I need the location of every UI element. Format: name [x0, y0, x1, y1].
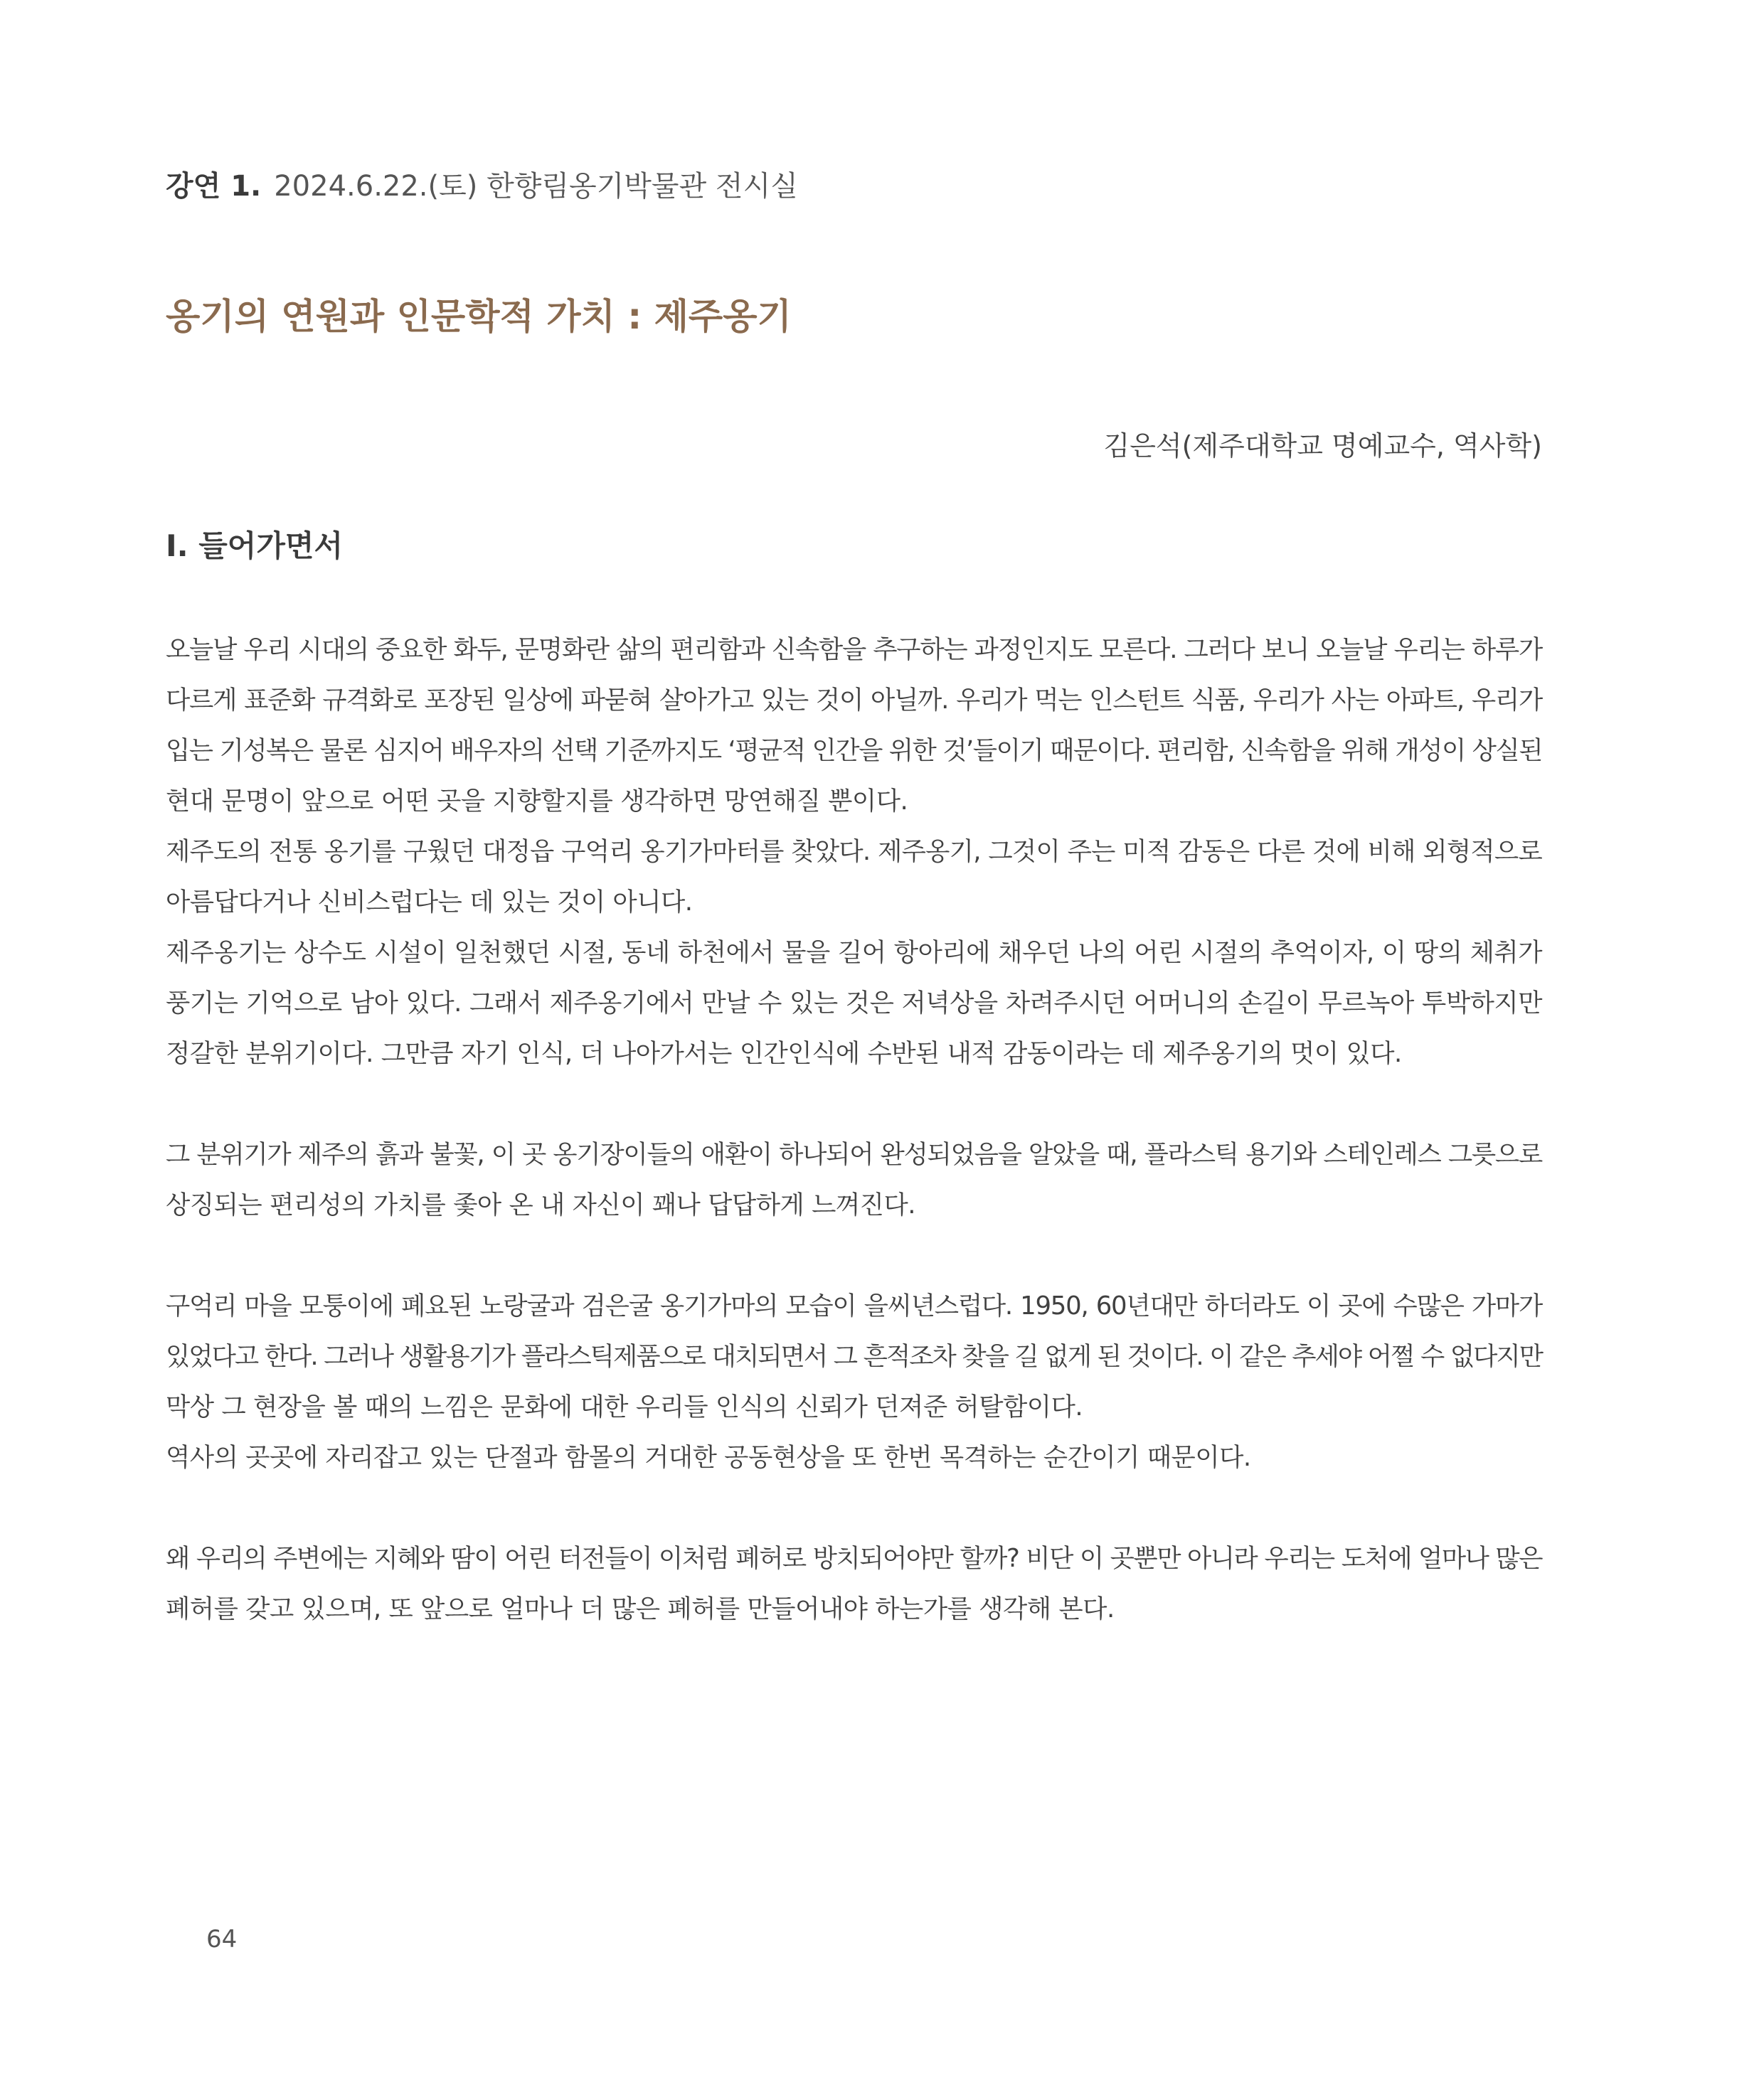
text-line: 역사의 곳곳에 자리잡고 있는 단절과 함몰의 거대한 공동현상을 또 한번 목격하는 순간이기 때문이다. [166, 1443, 1251, 1472]
paragraph-gap [166, 1483, 1542, 1533]
lecture-info: 2024.6.22.(토) 한향림옹기박물관 전시실 [274, 170, 798, 203]
text-line: 풍기는 기억으로 남아 있다. 그래서 제주옹기에서 만날 수 있는 것은 저녁상을 차려주시던 어머니의 손길이 무르녹아 투박하지만 [166, 988, 1542, 1018]
page-title: 옹기의 연원과 인문학적 가치 : 제주옹기 [166, 296, 792, 337]
text-line: 폐허를 갖고 있으며, 또 앞으로 얼마나 더 많은 폐허를 만들어내야 하는가를 생각해 본다. [166, 1594, 1115, 1624]
text-line: 그 분위기가 제주의 흙과 불꽃, 이 곳 옹기장이들의 애환이 하나되어 완성되었음을 알았을 때, 플라스틱 용기와 스테인레스 그릇으로 [166, 1140, 1542, 1169]
text-line: 현대 문명이 앞으로 어떤 곳을 지향할지를 생각하면 망연해질 뿐이다. [166, 787, 908, 816]
lecture-header [166, 165, 798, 208]
text-line: 입는 기성복은 물론 심지어 배우자의 선택 기준까지도 ‘평균적 인간을 위한 것’들이기 때문이다. 편리함, 신속함을 위해 개성이 상실된 [166, 736, 1542, 765]
text-line: 있었다고 한다. 그러나 생활용기가 플라스틱제품으로 대치되면서 그 흔적조차 찾을 길 없게 된 것이다. 이 같은 추세야 어쩔 수 없다지만 [166, 1342, 1542, 1371]
text-line: 오늘날 우리 시대의 중요한 화두, 문명화란 삶의 편리함과 신속함을 추구하는 과정인지도 모른다. 그러다 보니 오늘날 우리는 하루가 [166, 635, 1542, 664]
body-text [166, 624, 1542, 1634]
text-line: 제주도의 전통 옹기를 구웠던 대정읍 구억리 옹기가마터를 찾았다. 제주옹기, 그것이 주는 미적 감동은 다른 것에 비해 외형적으로 [166, 837, 1542, 866]
text-line: 왜 우리의 주변에는 지혜와 땀이 어린 터전들이 이처럼 폐허로 방치되어야만 할까? 비단 이 곳뿐만 아니라 우리는 도처에 얼마나 많은 [166, 1544, 1542, 1573]
text-line: 막상 그 현장을 볼 때의 느낌은 문화에 대한 우리들 인식의 신뢰가 던져준 허탈함이다. [166, 1392, 1083, 1422]
author-line: 김은석(제주대학교 명예교수, 역사학) [1103, 430, 1542, 462]
text-line: 제주옹기는 상수도 시설이 일천했던 시절, 동네 하천에서 물을 길어 항아리에 채우던 나의 어린 시절의 추억이자, 이 땅의 체취가 [166, 938, 1542, 967]
text-line: 상징되는 편리성의 가치를 좇아 온 내 자신이 꽤나 답답하게 느껴진다. [166, 1190, 916, 1220]
page-number: 64 [206, 1925, 238, 1954]
lecture-label: 강연 1. [166, 170, 262, 203]
text-line: 다르게 표준화 규격화로 포장된 일상에 파묻혀 살아가고 있는 것이 아닐까. 우리가 먹는 인스턴트 식품, 우리가 사는 아파트, 우리가 [166, 686, 1542, 715]
text-line: 정갈한 분위기이다. 그만큼 자기 인식, 더 나아가서는 인간인식에 수반된 내적 감동이라는 데 제주옹기의 멋이 있다. [166, 1039, 1402, 1068]
paragraph-gap [166, 1230, 1542, 1281]
text-line: 구억리 마을 모퉁이에 폐요된 노랑굴과 검은굴 옹기가마의 모습이 을씨년스럽다. 1950, 60년대만 하더라도 이 곳에 수많은 가마가 [166, 1291, 1542, 1321]
section-heading: I. 들어가면서 [166, 528, 344, 563]
text-line: 아름답다거나 신비스럽다는 데 있는 것이 아니다. [166, 888, 693, 917]
paragraph-gap [166, 1079, 1542, 1129]
